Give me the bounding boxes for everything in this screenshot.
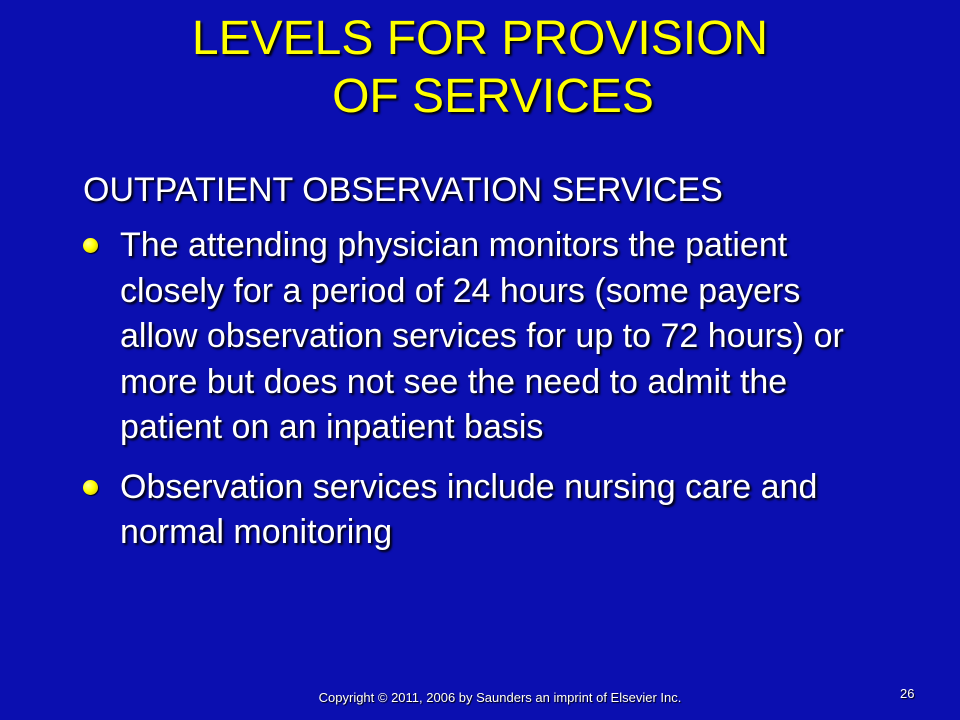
bullet-item bbox=[83, 223, 883, 451]
page-number: 26 bbox=[900, 686, 915, 701]
title-line-1: LEVELS FOR PROVISION bbox=[191, 12, 769, 65]
bullet-list bbox=[83, 223, 883, 570]
bullet-dot-icon bbox=[83, 238, 98, 253]
copyright-footer: Copyright © 2011, 2006 by Saunders an imprint of Elsevier Inc. bbox=[318, 690, 682, 705]
bullet-text: Observation services include nursing care and normal monitoring bbox=[120, 467, 818, 551]
bullet-dot-icon bbox=[83, 480, 98, 495]
bullet-item bbox=[83, 465, 883, 556]
title-line-2: OF SERVICES bbox=[332, 70, 654, 123]
slide-title bbox=[0, 10, 960, 126]
bullet-text: The attending physician monitors the patient closely for a period of 24 hours (some payers allow observation services for up to 72 hours) or more but does not see the need to admit the patient on an inpatient basis bbox=[120, 226, 844, 446]
section-subheading: OUTPATIENT OBSERVATION SERVICES bbox=[83, 171, 723, 209]
